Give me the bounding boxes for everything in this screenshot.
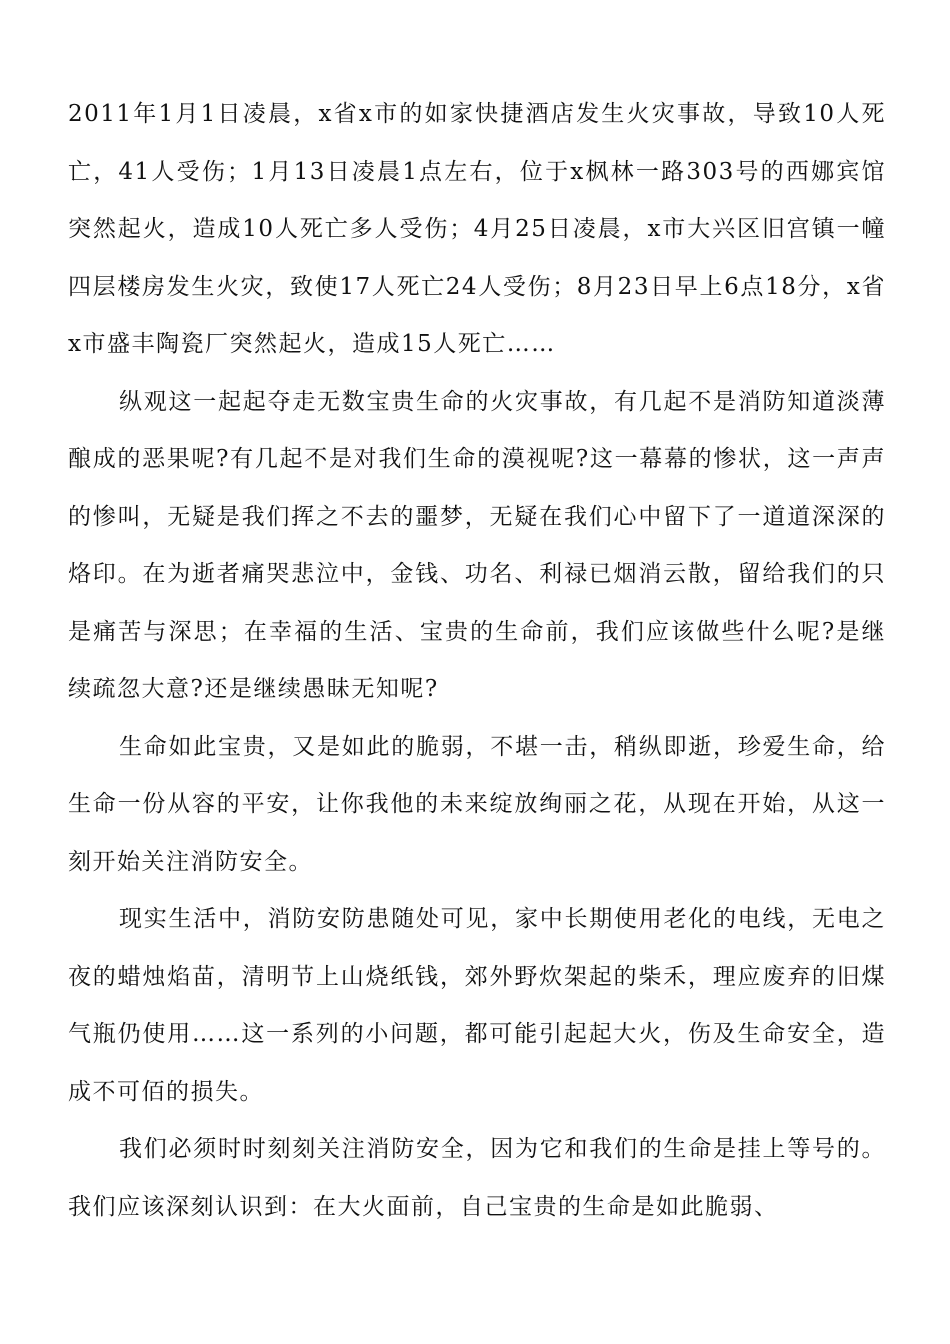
paragraph-5: 我们必须时时刻刻关注消防安全，因为它和我们的生命是挂上等号的。我们应该深刻认识到：在大火面前，自己宝贵的生命是如此脆弱、 <box>68 1136 886 1220</box>
paragraph-2: 纵观这一起起夺走无数宝贵生命的火灾事故，有几起不是消防知道淡薄酿成的恶果呢?有几起不是对我们生命的漠视呢?这一幕幕的惨状，这一声声的惨叫，无疑是我们挥之不去的噩梦，无疑在我们心中留下了一道道深深的烙印。在为逝者痛哭悲泣中，金钱、功名、利禄已烟消云散，留给我们的只是痛苦与深思；在幸福的生活、宝贵的生命前，我们应该做些什么呢?是继续疏忽大意?还是继续愚昧无知呢? <box>68 388 886 702</box>
document-body <box>68 86 886 1236</box>
paragraph-1: 2011年1月1日凌晨，x省x市的如家快捷酒店发生火灾事故，导致10人死亡，41人受伤；1月13日凌晨1点左右，位于x枫林一路303号的西娜宾馆突然起火，造成10人死亡多人受伤；4月25日凌晨，x市大兴区旧宫镇一幢四层楼房发生火灾，致使17人死亡24人受伤；8月23日早上6点18分，x省x市盛丰陶瓷厂突然起火，造成15人死亡…… <box>68 101 886 357</box>
paragraph-4: 现实生活中，消防安防患随处可见，家中长期使用老化的电线，无电之夜的蜡烛焰苗，清明节上山烧纸钱，郊外野炊架起的柴禾，理应废弃的旧煤气瓶仍使用……这一系列的小问题，都可能引起起大火，伤及生命安全，造成不可佰的损失。 <box>68 906 886 1105</box>
paragraph-3: 生命如此宝贵，又是如此的脆弱，不堪一击，稍纵即逝，珍爱生命，给生命一份从容的平安，让你我他的未来绽放绚丽之花，从现在开始，从这一刻开始关注消防安全。 <box>68 733 886 875</box>
